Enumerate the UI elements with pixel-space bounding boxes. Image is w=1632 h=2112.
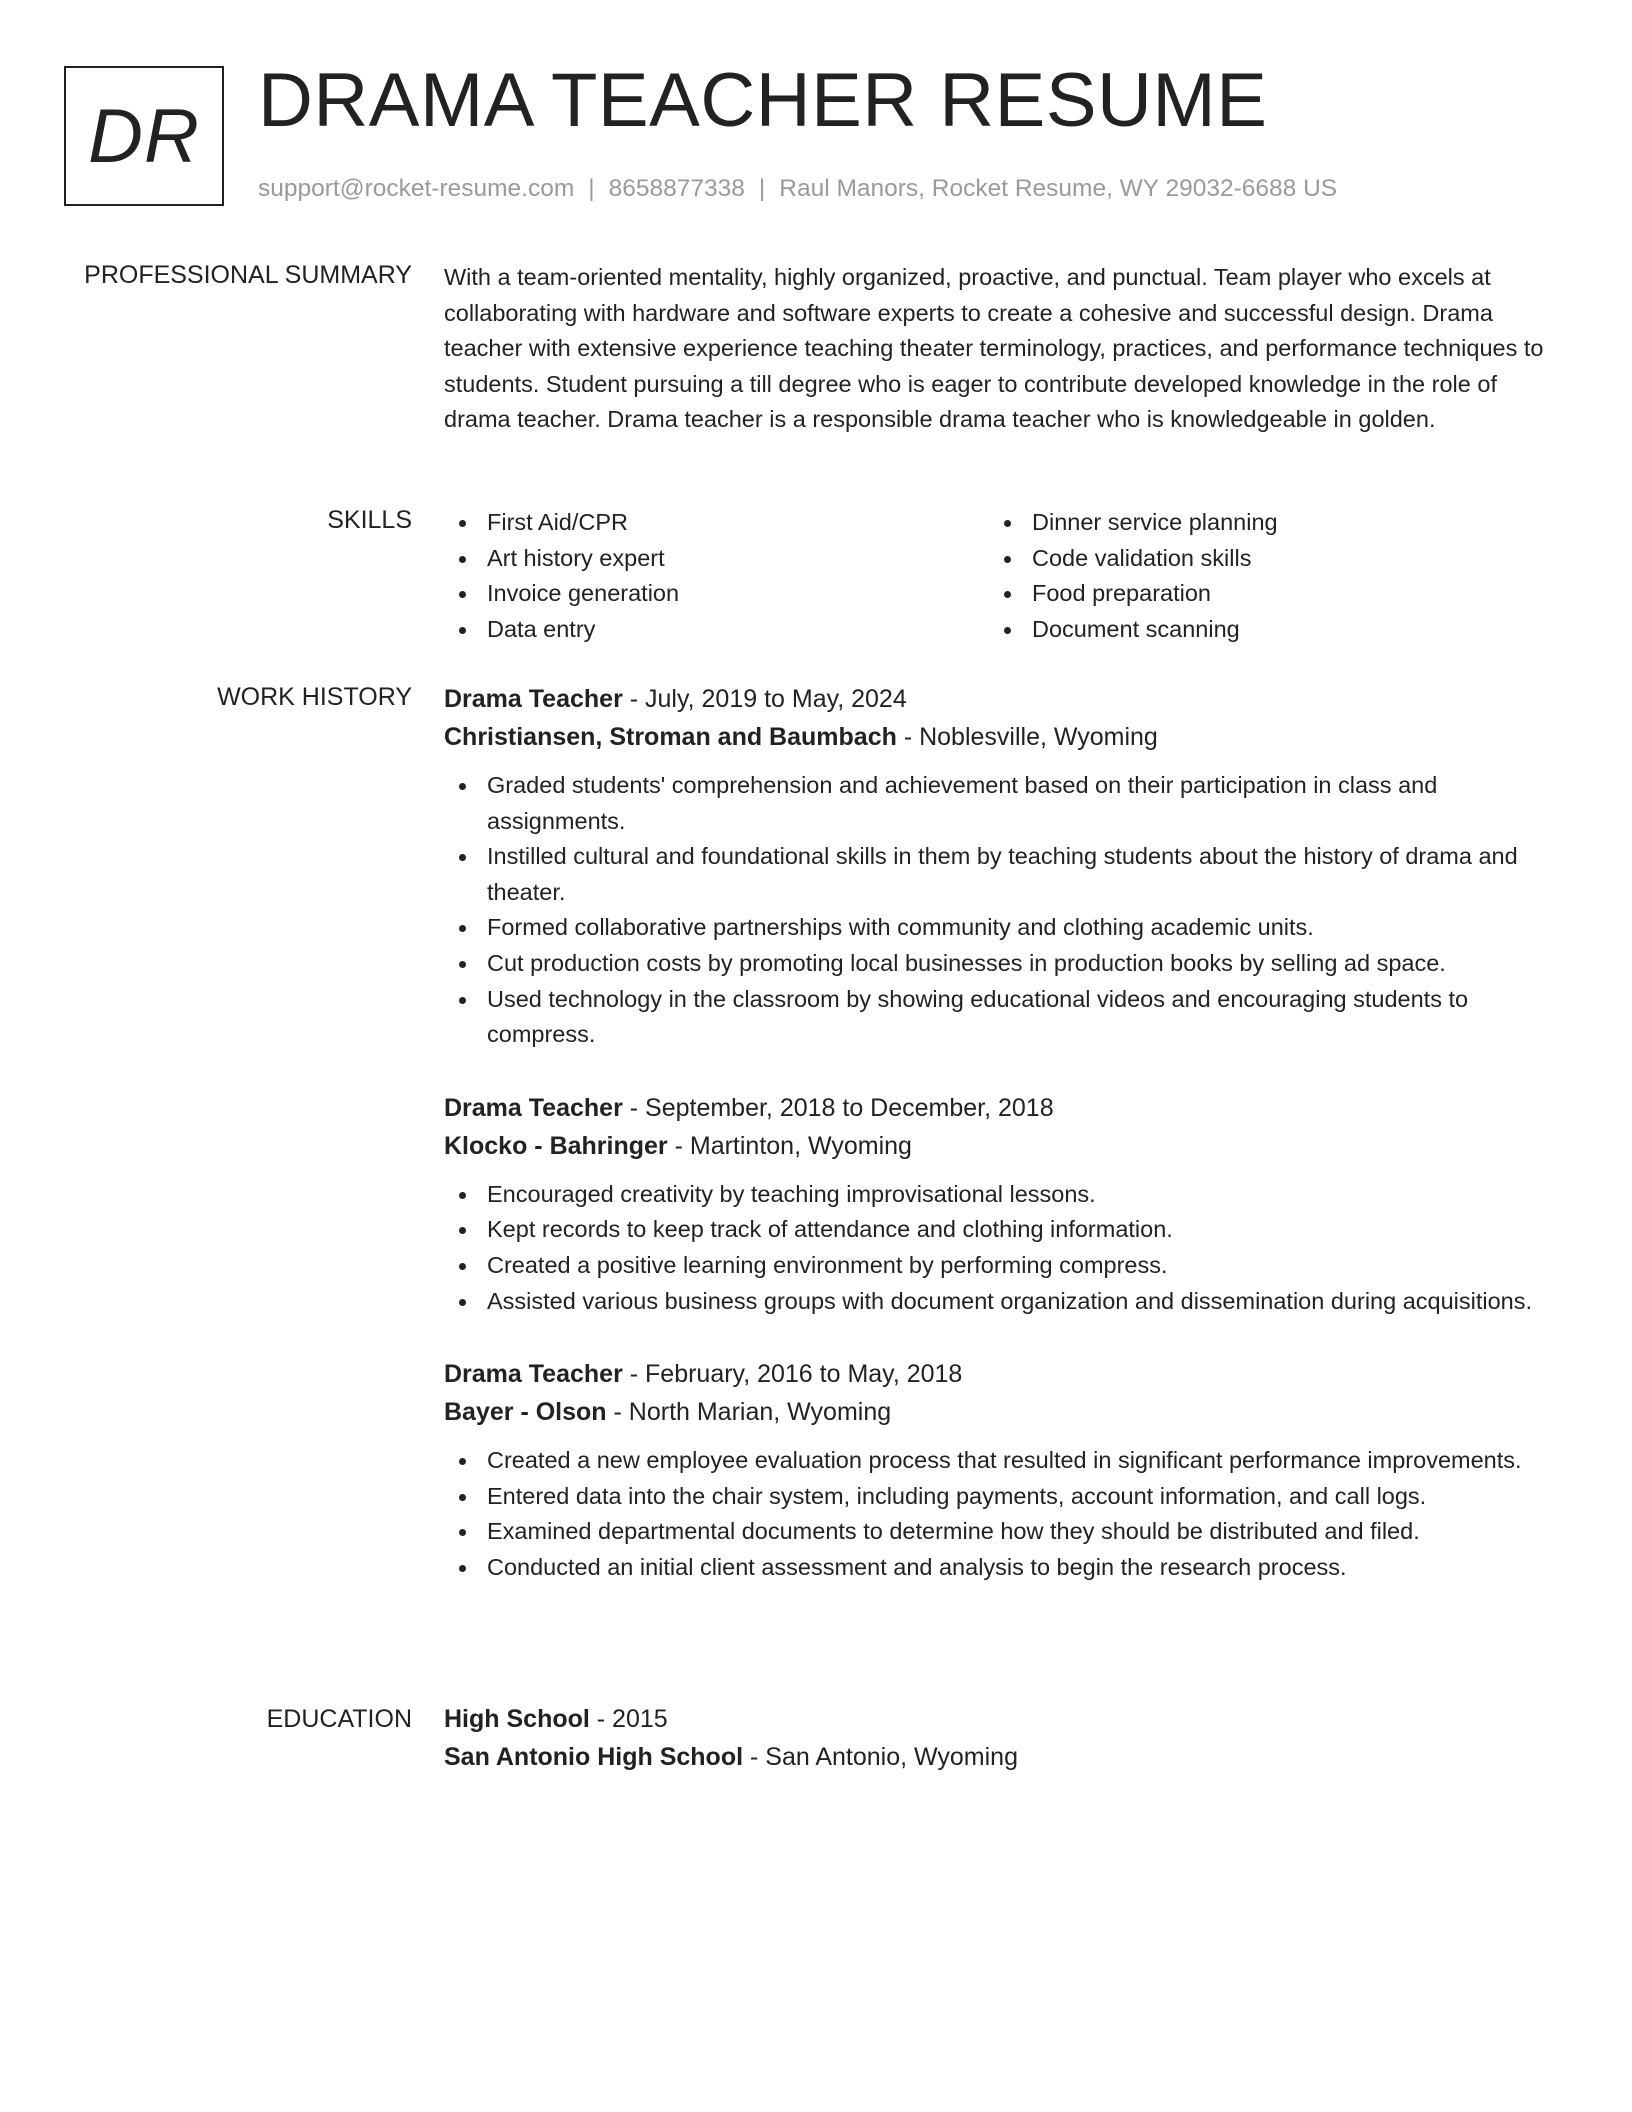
section-heading-summary: PROFESSIONAL SUMMARY [84,261,412,289]
job-bullet: Instilled cultural and foundational skills in them by teaching students about the history of drama and theater. [444,839,1554,910]
job-bullet: Created a positive learning environment by performing compress. [444,1248,1554,1284]
job-title-line [444,1089,1554,1127]
job-location: - Martinton, Wyoming [667,1131,912,1160]
contact-email: support@rocket-resume.com [258,175,575,202]
job-title: Drama Teacher [444,1360,623,1389]
section-heading-work-history: WORK HISTORY [217,683,412,711]
skill-item: Code validation skills [989,541,1534,577]
skill-item: Art history expert [444,541,989,577]
job-bullet: Used technology in the classroom by showing educational videos and encouraging students to compress. [444,982,1554,1053]
job-bullet: Assisted various business groups with document organization and dissemination during acquisitions. [444,1284,1554,1320]
summary-text: With a team-oriented mentality, highly organized, proactive, and punctual. Team player who excels at collaborating with hardware and software experts to create a cohesive and successful design. Drama teacher with extensive experience teaching theater terminology, practices, and performance techniques to students. Student pursuing a till degree who is eager to contribute developed knowledge in the role of drama teacher. Drama teacher is a responsible drama teacher who is knowledgeable in golden. [444,264,1544,433]
skill-item: Document scanning [989,612,1534,648]
summary-body [444,260,1554,438]
skill-item: First Aid/CPR [444,505,989,541]
job-bullet: Cut production costs by promoting local businesses in production books by selling ad space. [444,946,1554,982]
job-bullet-list [444,1177,1554,1319]
job-dates: - July, 2019 to May, 2024 [622,685,907,713]
job-company-line [444,1393,1554,1431]
contact-phone: 8658877338 [608,175,745,202]
education-degree-line [444,1700,1554,1738]
job-title-line [444,680,1554,718]
education-school: San Antonio High School [444,1743,744,1771]
job-bullet: Entered data into the chair system, including payments, account information, and call logs. [444,1479,1554,1515]
job-company-line [444,718,1554,756]
job-dates: - September, 2018 to December, 2018 [622,1093,1054,1122]
skill-item: Food preparation [989,576,1534,612]
job-entry [444,1089,1554,1319]
job-title: Drama Teacher [444,685,623,713]
job-bullet: Encouraged creativity by teaching improvisational lessons. [444,1177,1554,1213]
job-entry [444,680,1554,1053]
education-location: - San Antonio, Wyoming [743,1743,1018,1771]
job-bullet: Kept records to keep track of attendance and clothing information. [444,1212,1554,1248]
job-bullet-list [444,1443,1554,1585]
job-location: - North Marian, Wyoming [606,1398,892,1427]
contact-line [258,174,1337,204]
job-company: Bayer - Olson [444,1398,607,1427]
job-bullet-list [444,768,1554,1053]
monogram-badge: DR [64,66,224,206]
job-company: Christiansen, Stroman and Baumbach [444,723,897,751]
job-bullet: Examined departmental documents to determine how they should be distributed and filed. [444,1514,1554,1550]
skill-item: Data entry [444,612,989,648]
skills-column-right [989,505,1534,647]
contact-separator: | [588,175,595,202]
section-heading-education: EDUCATION [266,1705,412,1733]
job-title: Drama Teacher [444,1093,623,1122]
skills-body [444,505,1554,647]
skill-item: Dinner service planning [989,505,1534,541]
job-dates: - February, 2016 to May, 2018 [622,1360,963,1389]
job-bullet: Formed collaborative partnerships with community and clothing academic units. [444,910,1554,946]
education-year: - 2015 [589,1705,668,1733]
job-location: - Noblesville, Wyoming [896,723,1158,751]
job-bullet: Graded students' comprehension and achievement based on their participation in class and assignments. [444,768,1554,839]
education-degree: High School [444,1705,590,1733]
section-heading-skills: SKILLS [327,506,412,534]
work-history-body [444,680,1554,1586]
contact-address: Raul Manors, Rocket Resume, WY 29032-6688 US [779,175,1338,202]
contact-separator: | [758,175,766,202]
job-company: Klocko - Bahringer [444,1131,668,1160]
skills-column-left [444,505,989,647]
job-bullet: Conducted an initial client assessment and analysis to begin the research process. [444,1550,1554,1586]
job-title-line [444,1355,1554,1393]
skill-item: Invoice generation [444,576,989,612]
job-bullet: Created a new employee evaluation process that resulted in significant performance improvements. [444,1443,1554,1479]
education-school-line [444,1738,1554,1776]
resume-title: DRAMA TEACHER RESUME [258,58,1268,143]
job-company-line [444,1127,1554,1165]
education-body [444,1700,1554,1776]
job-entry [444,1355,1554,1585]
